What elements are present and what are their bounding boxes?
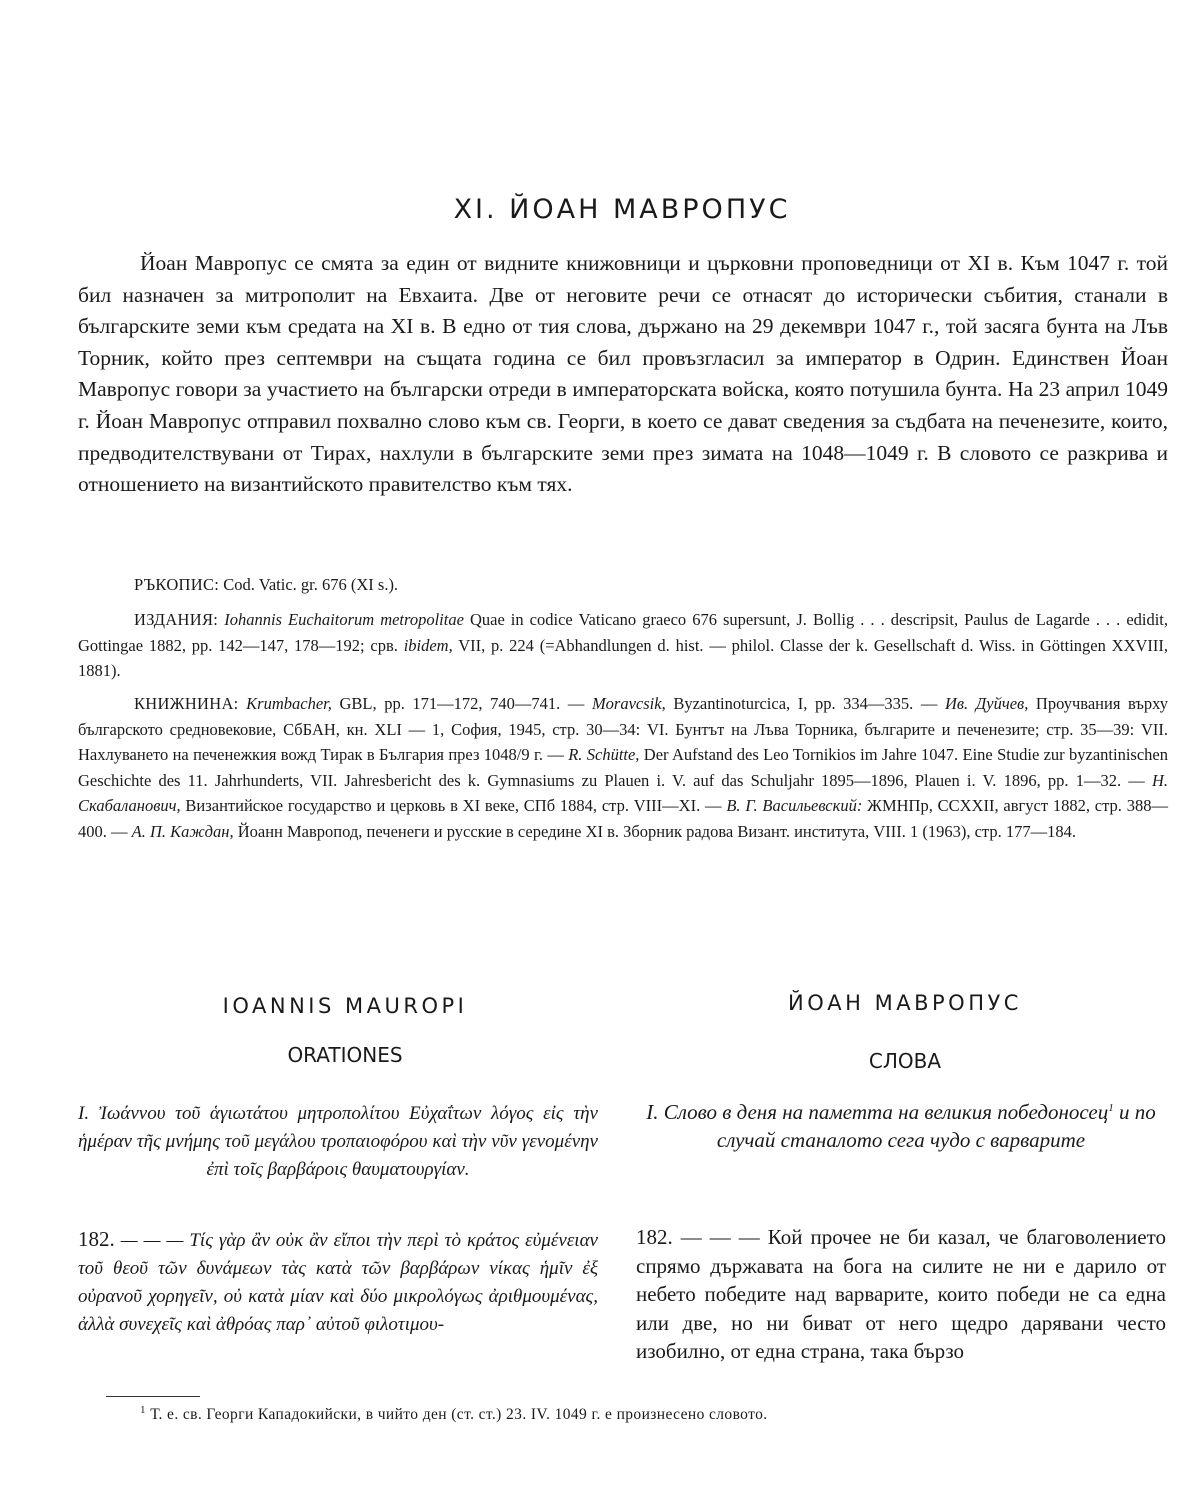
greek-oration-text [78,1225,598,1339]
bulgarian-column-title: ЙОАН МАВРОПУС [788,991,1022,1015]
editions-label: ИЗДАНИЯ: [134,610,219,629]
editions-ibidem: ibidem, [403,635,453,655]
manuscript-entry [78,572,1168,598]
chapter-title: XI. ЙОАН МАВРОПУС [453,194,791,225]
literature-work: ЖМНПр, CCXXII, август 1882, стр. 388—400. — [78,796,1168,841]
literature-label: КНИЖНИНА: [134,694,239,713]
editions-text: Quae in codice Vaticano graeco 676 supersunt, J. Bollig . . . descripsit, Paulus de Lagarde . . . edidit, Gottingae 1882, pp. 142—147, 178—192; срв. [78,610,1169,655]
intro-paragraph [78,248,1168,501]
bulgarian-heading-part-2: и по случай станалото сега чудо с варварите [716,1100,1156,1152]
latin-column-subtitle: ORATIONES [287,1043,403,1067]
bulgarian-oration-heading [636,1098,1166,1154]
literature-author: Ив. Дуйчев, [944,694,1029,713]
section-number: 182. [78,1227,115,1251]
bulgarian-column-subtitle: СЛОВА [868,1049,942,1073]
literature-author: Krumbacher, [246,694,332,713]
literature-work: Византийское государство и церковь в XI веке, СПб 1884, стр. VIII—XI. — [185,796,722,815]
footnote-reference[interactable]: 1 [1108,1102,1114,1114]
literature-author: R. Schütte, [568,745,640,764]
section-number: 182. [636,1225,673,1249]
literature-author: А. П. Каждан, [131,821,234,841]
editions-title: Iohannis Euchaitorum metropolitae [224,610,464,629]
manuscript-text: Cod. Vatic. gr. 676 (XI s.). [223,575,399,594]
manuscript-label: РЪКОПИС: [134,575,220,594]
latin-column-title: IOANNIS MAUROPI [222,994,468,1018]
bulgarian-heading-part-1: I. Слово в деня на паметта на великия победоносец [646,1100,1109,1124]
greek-oration-heading: I. Ἰωάννου τοῦ ἁγιωτάτου μητροπολίτου Εὐχαΐτων λόγος εἰς τὴν ἡμέραν τῆς μνήμης τοῦ μεγάλου τροπαιοφόρου καὶ τὴν νῦν γενομένην ἐπὶ τοῖς βαρβάροις θαυματουργίαν. [78,1103,598,1180]
literature-entry [78,691,1168,844]
footnote [140,1403,1170,1424]
literature-work: GBL, pp. 171—172, 740—741. — [339,694,585,713]
literature-author: В. Г. Васильевский: [726,796,863,815]
footnote-divider [106,1396,200,1397]
editions-text-2: VII, p. 224 (=Abhandlungen d. hist. — philol. Classe der k. Gesellschaft d. Wiss. in Göttingen XXVIII, 1881). [78,635,1169,680]
footnote-text: Т. е. св. Георги Кападокийски, в чийто ден (ст. ст.) 23. IV. 1049 г. е произнесено словото. [150,1406,768,1423]
literature-work: Йоанн Мавропод, печенеги и русские в середине XI в. Зборник радова Визант. института, VIII. 1 (1963), стр. 177—184. [237,821,1076,841]
literature-author: Н. Скабаланович, [78,770,1169,815]
literature-work: Проучвания върху българското средновековие, СбБАН, кн. XLI — 1, София, 1945, стр. 30—34: VI. Бунтът на Лъва Торника, българите и печенезите; стр. 35—39: VII. Нахлуването на печенежкия вожд Тирак в България през 1048/9 г. — [78,694,1169,764]
editions-entry [78,607,1168,684]
footnote-marker: 1 [140,1403,146,1416]
literature-work: Byzantinoturcica, I, pp. 334—335. — [673,694,938,713]
bulgarian-passage: — — — Кой прочее не би казал, че благоволението спрямо държавата на бога на силите не ни е дарило от небето победите над варварите, които победи не са една или две, но ни биват от него щедро дарявани често изобилно, от една страна, така бързо [636,1225,1166,1363]
literature-work: Der Aufstand des Leo Tornikios im Jahre 1047. Eine Studie zur byzantinischen Geschichte des 11. Jahrhunderts, VII. Jahresbericht des k. Gymnasiums zu Plauen i. V. auf das Schuljahr 1895—1896, Plauen i. V. 1896, pp. 1—32. — [78,745,1168,790]
literature-author: Moravcsik, [591,694,666,713]
greek-passage: — — — Τίς γὰρ ἂν οὐκ ἂν εἴποι τὴν περὶ τὸ κράτος εὐμένειαν τοῦ θεοῦ τῶν δυνάμεων τὰς κατὰ τῶν βαρβάρων νίκας ἡμῖν ἐξ οὐρανοῦ χορηγεῖν, οὐ κατὰ μίαν καὶ δύο μικρολόγως ἀριθμουμένας, ἀλλὰ συνεχεῖς καὶ ἀθρόας παρ᾽ αὐτοῦ φιλοτιμου- [78,1230,598,1335]
bulgarian-oration-text [636,1223,1166,1366]
intro-text: Йоан Мавропус се смята за един от видните книжовници и църковни проповедници от XI в. Към 1047 г. той бил назначен за митрополит на Евхаита. Две от неговите речи се отнасят до исторически събития, станали в българските земи към средата на XI в. В едно от тия слова, държано на 29 декември 1047 г., той засяга бунта на Лъв Торник, който през септември на същата година се бил провъзгласил за император в Одрин. Единствен Йоан Мавропус говори за участието на български отреди в императорската войска, която потушила бунта. На 23 април 1049 г. Йоан Мавропус отправил похвално слово към св. Георги, в което се дават сведения за съдбата на печенезите, които, предводителствувани от Тирах, нахлули в българските земи през зимата на 1048—1049 г. В словото се разкрива и отношението на византийското правителство към тях. [78,251,1168,497]
